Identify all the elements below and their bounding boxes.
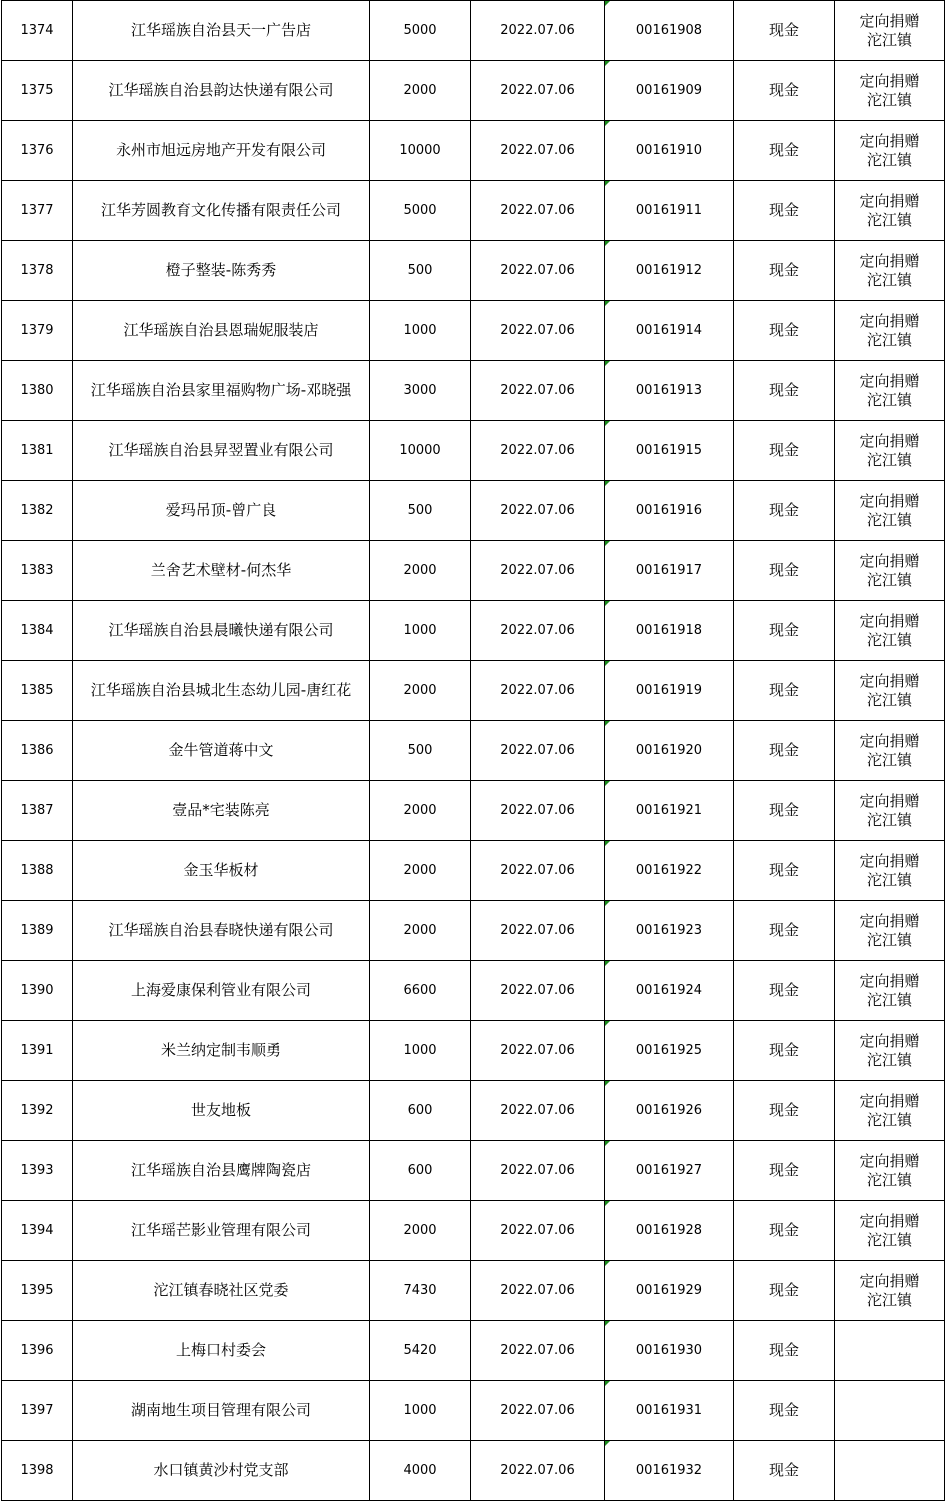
serial-number-cell: 1398: [2, 1441, 73, 1501]
date-cell: 2022.07.06: [471, 661, 605, 721]
payment-method-cell: 现金: [734, 1321, 835, 1381]
purpose-line-2: 沱江镇: [866, 690, 912, 709]
donor-name-cell: 水口镇黄沙村党支部: [73, 1441, 370, 1501]
amount-cell: 4000: [370, 1441, 471, 1501]
purpose-line-1: 定向捐赠: [859, 551, 920, 570]
date-cell: 2022.07.06: [471, 901, 605, 961]
table-row: [2, 361, 945, 421]
date-cell: 2022.07.06: [471, 1141, 605, 1201]
date-cell: 2022.07.06: [471, 481, 605, 541]
donation-purpose-cell: [835, 901, 945, 961]
table-row: [2, 421, 945, 481]
purpose-line-2: 沱江镇: [866, 1290, 912, 1309]
serial-number-cell: 1393: [2, 1141, 73, 1201]
serial-number-cell: 1376: [2, 121, 73, 181]
receipt-number-text: 00161912: [635, 263, 703, 278]
serial-number-cell: 1380: [2, 361, 73, 421]
date-cell: 2022.07.06: [471, 841, 605, 901]
serial-number-cell: 1396: [2, 1321, 73, 1381]
donor-name-cell: 江华瑶族自治县韵达快递有限公司: [73, 61, 370, 121]
donor-name-cell: 江华芳圆教育文化传播有限责任公司: [73, 181, 370, 241]
purpose-line-1: 定向捐赠: [859, 251, 920, 270]
table-row: [2, 781, 945, 841]
purpose-line-1: 定向捐赠: [859, 311, 920, 330]
table-row: [2, 1201, 945, 1261]
purpose-line-1: 定向捐赠: [859, 1031, 920, 1050]
table-row: [2, 661, 945, 721]
serial-number-cell: 1375: [2, 61, 73, 121]
amount-cell: 5000: [370, 181, 471, 241]
table-row: [2, 1261, 945, 1321]
donor-name-cell: 江华瑶族自治县城北生态幼儿园-唐红花: [73, 661, 370, 721]
receipt-number-cell: [605, 901, 734, 961]
donation-purpose-cell: [835, 601, 945, 661]
purpose-line-1: 定向捐赠: [859, 731, 920, 750]
date-cell: 2022.07.06: [471, 421, 605, 481]
cell-comment-marker: [605, 1201, 610, 1206]
purpose-line-1: 定向捐赠: [859, 671, 920, 690]
table-row: [2, 1381, 945, 1441]
serial-number-cell: 1383: [2, 541, 73, 601]
purpose-line-2: 沱江镇: [866, 630, 912, 649]
donation-purpose-cell: [835, 721, 945, 781]
serial-number-cell: 1392: [2, 1081, 73, 1141]
date-cell: 2022.07.06: [471, 121, 605, 181]
purpose-line-1: 定向捐赠: [859, 971, 920, 990]
donor-name-cell: 金牛管道蒋中文: [73, 721, 370, 781]
date-cell: 2022.07.06: [471, 1201, 605, 1261]
cell-comment-marker: [605, 181, 610, 186]
donor-name-cell: 江华瑶族自治县天一广告店: [73, 1, 370, 61]
donor-name-cell: 江华瑶族自治县鹰牌陶瓷店: [73, 1141, 370, 1201]
cell-comment-marker: [605, 1441, 610, 1446]
amount-cell: 600: [370, 1081, 471, 1141]
table-row: [2, 1081, 945, 1141]
donor-name-cell: 世友地板: [73, 1081, 370, 1141]
payment-method-cell: 现金: [734, 781, 835, 841]
serial-number-cell: 1395: [2, 1261, 73, 1321]
table-row: [2, 481, 945, 541]
receipt-number-text: 00161915: [635, 443, 703, 458]
purpose-line-1: 定向捐赠: [859, 431, 920, 450]
donation-purpose-cell: [835, 301, 945, 361]
receipt-number-cell: [605, 361, 734, 421]
purpose-line-2: 沱江镇: [866, 30, 912, 49]
table-row: [2, 901, 945, 961]
purpose-line-2: 沱江镇: [866, 450, 912, 469]
receipt-number-cell: [605, 541, 734, 601]
donor-name-cell: 江华瑶族自治县恩瑞妮服装店: [73, 301, 370, 361]
donor-name-cell: 江华瑶族自治县晨曦快递有限公司: [73, 601, 370, 661]
purpose-line-2: 沱江镇: [866, 570, 912, 589]
purpose-line-1: 定向捐赠: [859, 191, 920, 210]
table-row: [2, 61, 945, 121]
payment-method-cell: 现金: [734, 241, 835, 301]
payment-method-cell: 现金: [734, 121, 835, 181]
donation-purpose-cell: [835, 481, 945, 541]
date-cell: 2022.07.06: [471, 61, 605, 121]
date-cell: 2022.07.06: [471, 1441, 605, 1501]
amount-cell: 5420: [370, 1321, 471, 1381]
table-row: [2, 1021, 945, 1081]
purpose-line-1: 定向捐赠: [859, 1091, 920, 1110]
receipt-number-text: 00161929: [635, 1283, 703, 1298]
cell-comment-marker: [605, 1, 610, 6]
donor-name-cell: 湖南地生项目管理有限公司: [73, 1381, 370, 1441]
cell-comment-marker: [605, 781, 610, 786]
cell-comment-marker: [605, 1381, 610, 1386]
cell-comment-marker: [605, 601, 610, 606]
amount-cell: 5000: [370, 1, 471, 61]
amount-cell: 3000: [370, 361, 471, 421]
donation-purpose-cell: [835, 1261, 945, 1321]
donation-purpose-cell: [835, 1201, 945, 1261]
serial-number-cell: 1379: [2, 301, 73, 361]
table-row: [2, 1321, 945, 1381]
receipt-number-cell: [605, 121, 734, 181]
donor-name-cell: 江华瑶族自治县春晓快递有限公司: [73, 901, 370, 961]
date-cell: 2022.07.06: [471, 1381, 605, 1441]
donor-name-cell: 上梅口村委会: [73, 1321, 370, 1381]
receipt-number-cell: [605, 661, 734, 721]
cell-comment-marker: [605, 301, 610, 306]
payment-method-cell: 现金: [734, 481, 835, 541]
purpose-line-1: 定向捐赠: [859, 11, 920, 30]
date-cell: 2022.07.06: [471, 1261, 605, 1321]
receipt-number-cell: [605, 61, 734, 121]
receipt-number-text: 00161918: [635, 623, 703, 638]
cell-comment-marker: [605, 721, 610, 726]
donor-name-cell: 兰舍艺术壁材-何杰华: [73, 541, 370, 601]
receipt-number-text: 00161916: [635, 503, 703, 518]
receipt-number-cell: [605, 721, 734, 781]
payment-method-cell: 现金: [734, 181, 835, 241]
receipt-number-text: 00161927: [635, 1163, 703, 1178]
receipt-number-text: 00161913: [635, 383, 703, 398]
donation-purpose-cell: [835, 1321, 945, 1381]
donation-purpose-cell: [835, 241, 945, 301]
receipt-number-text: 00161911: [635, 203, 703, 218]
donation-purpose-cell: [835, 781, 945, 841]
receipt-number-text: 00161932: [635, 1463, 703, 1478]
date-cell: 2022.07.06: [471, 1321, 605, 1381]
table-row: [2, 181, 945, 241]
cell-comment-marker: [605, 1081, 610, 1086]
cell-comment-marker: [605, 1021, 610, 1026]
receipt-number-cell: [605, 1441, 734, 1501]
amount-cell: 10000: [370, 421, 471, 481]
payment-method-cell: 现金: [734, 1201, 835, 1261]
receipt-number-text: 00161909: [635, 83, 703, 98]
receipt-number-text: 00161922: [635, 863, 703, 878]
receipt-number-cell: [605, 481, 734, 541]
serial-number-cell: 1388: [2, 841, 73, 901]
date-cell: 2022.07.06: [471, 301, 605, 361]
receipt-number-cell: [605, 1021, 734, 1081]
donation-purpose-cell: [835, 361, 945, 421]
purpose-line-1: 定向捐赠: [859, 131, 920, 150]
donation-purpose-cell: [835, 1141, 945, 1201]
donation-purpose-cell: [835, 421, 945, 481]
payment-method-cell: 现金: [734, 1081, 835, 1141]
cell-comment-marker: [605, 61, 610, 66]
receipt-number-cell: [605, 841, 734, 901]
amount-cell: 1000: [370, 1021, 471, 1081]
amount-cell: 2000: [370, 61, 471, 121]
donor-name-cell: 江华瑶族自治县昇翌置业有限公司: [73, 421, 370, 481]
payment-method-cell: 现金: [734, 1141, 835, 1201]
date-cell: 2022.07.06: [471, 1021, 605, 1081]
purpose-line-2: 沱江镇: [866, 90, 912, 109]
receipt-number-cell: [605, 961, 734, 1021]
receipt-number-text: 00161931: [635, 1403, 703, 1418]
date-cell: 2022.07.06: [471, 241, 605, 301]
purpose-line-2: 沱江镇: [866, 1050, 912, 1069]
receipt-number-cell: [605, 1381, 734, 1441]
donation-purpose-cell: [835, 1021, 945, 1081]
table-row: [2, 1, 945, 61]
donation-purpose-cell: [835, 61, 945, 121]
table-row: [2, 121, 945, 181]
serial-number-cell: 1385: [2, 661, 73, 721]
receipt-number-text: 00161930: [635, 1343, 703, 1358]
purpose-line-2: 沱江镇: [866, 990, 912, 1009]
serial-number-cell: 1397: [2, 1381, 73, 1441]
purpose-line-1: 定向捐赠: [859, 611, 920, 630]
purpose-line-2: 沱江镇: [866, 1110, 912, 1129]
cell-comment-marker: [605, 961, 610, 966]
serial-number-cell: 1378: [2, 241, 73, 301]
amount-cell: 500: [370, 241, 471, 301]
payment-method-cell: 现金: [734, 1021, 835, 1081]
date-cell: 2022.07.06: [471, 1, 605, 61]
purpose-line-2: 沱江镇: [866, 1230, 912, 1249]
purpose-line-1: 定向捐赠: [859, 1211, 920, 1230]
receipt-number-text: 00161910: [635, 143, 703, 158]
purpose-line-2: 沱江镇: [866, 870, 912, 889]
purpose-line-2: 沱江镇: [866, 390, 912, 409]
donation-purpose-cell: [835, 1441, 945, 1501]
payment-method-cell: 现金: [734, 961, 835, 1021]
purpose-line-2: 沱江镇: [866, 270, 912, 289]
payment-method-cell: 现金: [734, 361, 835, 421]
donor-name-cell: 橙子整装-陈秀秀: [73, 241, 370, 301]
cell-comment-marker: [605, 1141, 610, 1146]
cell-comment-marker: [605, 361, 610, 366]
receipt-number-text: 00161917: [635, 563, 703, 578]
receipt-number-text: 00161920: [635, 743, 703, 758]
payment-method-cell: 现金: [734, 1261, 835, 1321]
cell-comment-marker: [605, 841, 610, 846]
date-cell: 2022.07.06: [471, 601, 605, 661]
payment-method-cell: 现金: [734, 301, 835, 361]
donor-name-cell: 爱玛吊顶-曾广良: [73, 481, 370, 541]
payment-method-cell: 现金: [734, 841, 835, 901]
purpose-line-2: 沱江镇: [866, 510, 912, 529]
table-row: [2, 1141, 945, 1201]
donation-purpose-cell: [835, 181, 945, 241]
purpose-line-1: 定向捐赠: [859, 491, 920, 510]
cell-comment-marker: [605, 121, 610, 126]
donor-name-cell: 壹品*宅装陈亮: [73, 781, 370, 841]
donor-name-cell: 江华瑶族自治县家里福购物广场-邓晓强: [73, 361, 370, 421]
cell-comment-marker: [605, 1261, 610, 1266]
receipt-number-cell: [605, 1261, 734, 1321]
date-cell: 2022.07.06: [471, 781, 605, 841]
serial-number-cell: 1386: [2, 721, 73, 781]
amount-cell: 2000: [370, 661, 471, 721]
receipt-number-text: 00161923: [635, 923, 703, 938]
serial-number-cell: 1374: [2, 1, 73, 61]
receipt-number-cell: [605, 301, 734, 361]
amount-cell: 2000: [370, 841, 471, 901]
donation-purpose-cell: [835, 121, 945, 181]
amount-cell: 2000: [370, 541, 471, 601]
receipt-number-text: 00161914: [635, 323, 703, 338]
receipt-number-cell: [605, 1, 734, 61]
receipt-number-text: 00161919: [635, 683, 703, 698]
cell-comment-marker: [605, 1321, 610, 1326]
date-cell: 2022.07.06: [471, 721, 605, 781]
donation-purpose-cell: [835, 661, 945, 721]
cell-comment-marker: [605, 421, 610, 426]
date-cell: 2022.07.06: [471, 361, 605, 421]
table-row: [2, 841, 945, 901]
receipt-number-cell: [605, 1141, 734, 1201]
serial-number-cell: 1390: [2, 961, 73, 1021]
purpose-line-2: 沱江镇: [866, 330, 912, 349]
payment-method-cell: 现金: [734, 661, 835, 721]
purpose-line-1: 定向捐赠: [859, 371, 920, 390]
receipt-number-cell: [605, 781, 734, 841]
serial-number-cell: 1394: [2, 1201, 73, 1261]
table-row: [2, 721, 945, 781]
purpose-line-1: 定向捐赠: [859, 851, 920, 870]
serial-number-cell: 1381: [2, 421, 73, 481]
donor-name-cell: 金玉华板材: [73, 841, 370, 901]
receipt-number-cell: [605, 601, 734, 661]
receipt-number-text: 00161925: [635, 1043, 703, 1058]
cell-comment-marker: [605, 541, 610, 546]
payment-method-cell: 现金: [734, 1, 835, 61]
purpose-line-2: 沱江镇: [866, 1170, 912, 1189]
date-cell: 2022.07.06: [471, 181, 605, 241]
amount-cell: 10000: [370, 121, 471, 181]
serial-number-cell: 1382: [2, 481, 73, 541]
donation-purpose-cell: [835, 1381, 945, 1441]
table-row: [2, 241, 945, 301]
payment-method-cell: 现金: [734, 601, 835, 661]
donation-purpose-cell: [835, 841, 945, 901]
receipt-number-cell: [605, 241, 734, 301]
payment-method-cell: 现金: [734, 1441, 835, 1501]
payment-method-cell: 现金: [734, 421, 835, 481]
donor-name-cell: 江华瑶芒影业管理有限公司: [73, 1201, 370, 1261]
receipt-number-cell: [605, 181, 734, 241]
date-cell: 2022.07.06: [471, 961, 605, 1021]
purpose-line-2: 沱江镇: [866, 810, 912, 829]
cell-comment-marker: [605, 241, 610, 246]
purpose-line-2: 沱江镇: [866, 210, 912, 229]
donation-purpose-cell: [835, 541, 945, 601]
purpose-line-1: 定向捐赠: [859, 1271, 920, 1290]
table-row: [2, 1441, 945, 1501]
serial-number-cell: 1391: [2, 1021, 73, 1081]
table-row: [2, 541, 945, 601]
payment-method-cell: 现金: [734, 721, 835, 781]
purpose-line-1: 定向捐赠: [859, 911, 920, 930]
purpose-line-1: 定向捐赠: [859, 71, 920, 90]
donor-name-cell: 米兰纳定制韦顺勇: [73, 1021, 370, 1081]
receipt-number-text: 00161921: [635, 803, 703, 818]
amount-cell: 2000: [370, 1201, 471, 1261]
donor-name-cell: 永州市旭远房地产开发有限公司: [73, 121, 370, 181]
amount-cell: 2000: [370, 901, 471, 961]
date-cell: 2022.07.06: [471, 1081, 605, 1141]
receipt-number-text: 00161908: [635, 23, 703, 38]
receipt-number-cell: [605, 1201, 734, 1261]
donor-name-cell: 沱江镇春晓社区党委: [73, 1261, 370, 1321]
receipt-number-cell: [605, 1081, 734, 1141]
donation-purpose-cell: [835, 1081, 945, 1141]
date-cell: 2022.07.06: [471, 541, 605, 601]
donation-ledger-table: [1, 0, 945, 1501]
serial-number-cell: 1387: [2, 781, 73, 841]
payment-method-cell: 现金: [734, 1381, 835, 1441]
purpose-line-2: 沱江镇: [866, 930, 912, 949]
cell-comment-marker: [605, 901, 610, 906]
amount-cell: 6600: [370, 961, 471, 1021]
amount-cell: 7430: [370, 1261, 471, 1321]
receipt-number-cell: [605, 1321, 734, 1381]
donation-purpose-cell: [835, 1, 945, 61]
table-row: [2, 961, 945, 1021]
purpose-line-1: 定向捐赠: [859, 791, 920, 810]
receipt-number-text: 00161924: [635, 983, 703, 998]
receipt-number-text: 00161926: [635, 1103, 703, 1118]
serial-number-cell: 1377: [2, 181, 73, 241]
donor-name-cell: 上海爱康保利管业有限公司: [73, 961, 370, 1021]
table-row: [2, 601, 945, 661]
purpose-line-2: 沱江镇: [866, 150, 912, 169]
amount-cell: 1000: [370, 601, 471, 661]
payment-method-cell: 现金: [734, 61, 835, 121]
amount-cell: 1000: [370, 301, 471, 361]
amount-cell: 2000: [370, 781, 471, 841]
donation-purpose-cell: [835, 961, 945, 1021]
receipt-number-text: 00161928: [635, 1223, 703, 1238]
purpose-line-2: 沱江镇: [866, 750, 912, 769]
table-row: [2, 301, 945, 361]
amount-cell: 1000: [370, 1381, 471, 1441]
serial-number-cell: 1389: [2, 901, 73, 961]
receipt-number-cell: [605, 421, 734, 481]
payment-method-cell: 现金: [734, 541, 835, 601]
cell-comment-marker: [605, 661, 610, 666]
amount-cell: 500: [370, 721, 471, 781]
serial-number-cell: 1384: [2, 601, 73, 661]
cell-comment-marker: [605, 481, 610, 486]
purpose-line-1: 定向捐赠: [859, 1151, 920, 1170]
payment-method-cell: 现金: [734, 901, 835, 961]
ledger-body: [2, 1, 945, 1501]
amount-cell: 500: [370, 481, 471, 541]
amount-cell: 600: [370, 1141, 471, 1201]
